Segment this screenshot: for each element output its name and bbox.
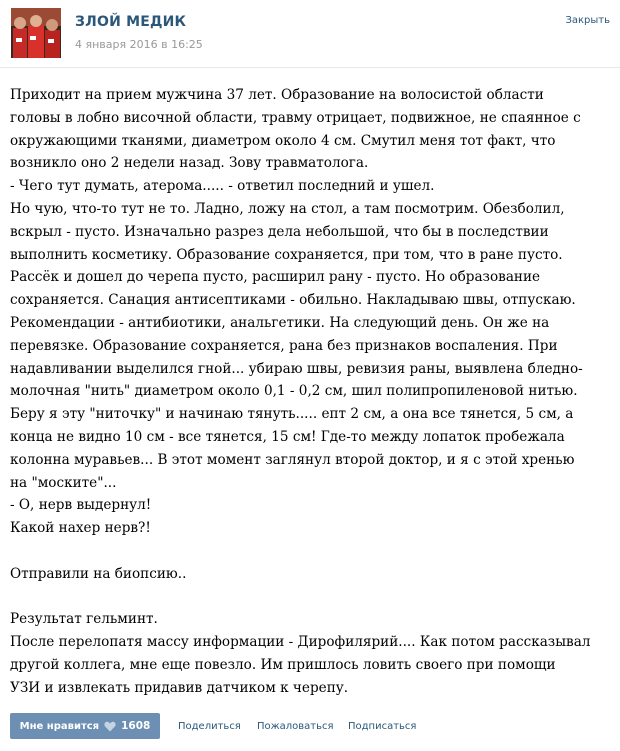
post-line: - О, нерв выдернул! [10,497,152,514]
like-label: Мне нравится [19,720,100,732]
post-line: перевязке. Образование сохраняется, рана без признаков воспаления. При [10,337,558,354]
post-line: Приходит на прием мужчина 37 лет. Образование на волосистой области [10,87,544,103]
post-line: головы в лобно височной области, травму отрицает, подвижное, не спаянное с [10,109,581,126]
group-avatar-icon[interactable] [11,8,61,58]
post-line: надавливании выделился гной... убираю швы, ревизия раны, выявлена бледно- [10,360,583,377]
post-date[interactable]: 4 января 2016 в 16:25 [75,38,203,51]
post-line: выполнить косметику. Образование сохраняется, при том, что в ране пусто. [10,246,563,263]
post-line: Рассёк и дошел до черепа пусто, расширил рану - пусто. Но образование [10,269,541,286]
post-blank-line [10,540,612,563]
post-line: Рекомендации - антибиотики, анальгетики. На следующий день. Он же на [10,314,550,331]
post-line: Результат гельминт. [10,611,158,628]
post-blank-line [10,586,612,609]
post-line: После перелопатя массу информации - Дирофилярий.... Как потом рассказывал [10,634,591,651]
post-line: Беру я эту "ниточку" и начинаю тянуть..... епт 2 см, а она все тянется, 5 см, а [10,406,574,423]
subscribe-link[interactable]: Подписаться [348,721,417,732]
post-header [0,0,620,68]
report-link[interactable]: Пожаловаться [257,721,334,732]
post-line: возникло оно 2 недели назад. Зову травматолога. [10,155,369,172]
post-text [10,84,612,700]
post-line: Отправили на биопсию.. [10,565,187,582]
post-line: другой коллега, мне еще повезло. Им пришлось ловить своего при помощи [10,656,556,673]
post-line: вскрыл - пусто. Изначально разрез дела небольшой, что бы в последствии [10,223,549,240]
heart-icon [104,721,116,732]
post-line: - Чего тут думать, атерома..... - ответил последний и ушел. [10,178,435,195]
like-button[interactable] [10,713,160,739]
post-line: колонна муравьев... В этот момент заглянул второй доктор, и я с этой хренью [10,451,575,468]
share-link[interactable]: Поделиться [178,721,241,732]
post-author[interactable]: ЗЛОЙ МЕДИК [75,14,187,30]
like-count: 1608 [121,720,151,732]
post-line: окружающими тканями, диаметром около 4 см. Смутил меня тот факт, что [10,132,556,149]
post-line: Какой нахер нерв?! [10,520,151,537]
post-line: УЗИ и извлекать придавив датчиком к черепу. [10,679,349,696]
post-line: Но чую, что-то тут не то. Ладно, ложу на стол, а там посмотрим. Обезболил, [10,200,565,217]
post-line: конца не видно 10 см - все тянется, 15 см! Где-то между лопаток пробежала [10,428,565,445]
post-line: на "моските"... [10,474,117,491]
close-button[interactable]: Закрыть [565,15,610,26]
post-line: сохраняется. Санация антисептиками - обильно. Накладываю швы, отпускаю. [10,292,576,309]
post-actions [0,706,620,751]
post-line: молочная "нить" диаметром около 0,1 - 0,2 см, шил полипропиленовой нитью. [10,383,578,400]
